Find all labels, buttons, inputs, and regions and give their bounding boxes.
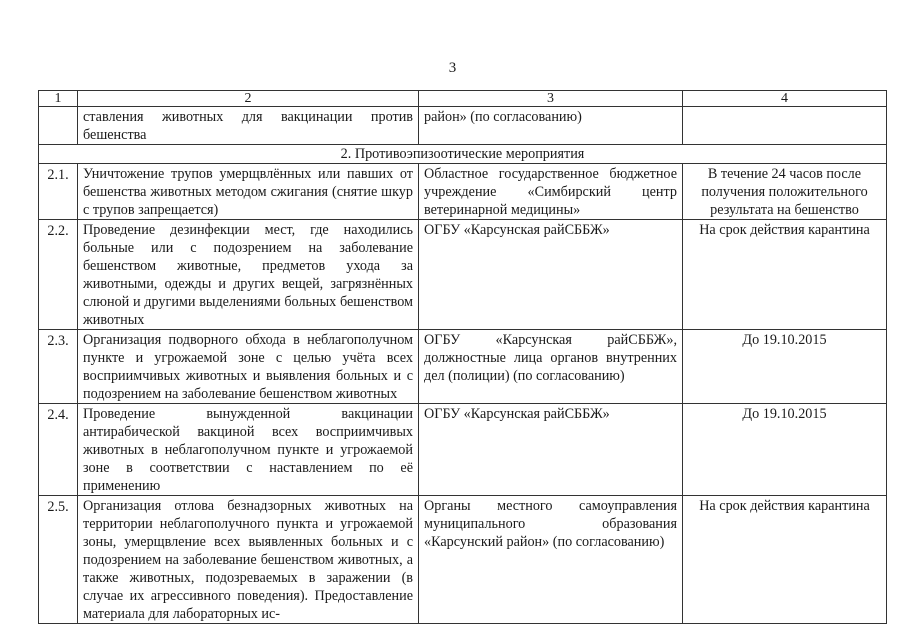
- column-number: 1: [39, 91, 78, 107]
- row-number: 2.4.: [39, 404, 78, 496]
- measure-cell: ставления животных для вакцинации против бешенства: [78, 107, 419, 145]
- row-number: 2.2.: [39, 220, 78, 330]
- table-row: [39, 330, 887, 404]
- table-row: [39, 164, 887, 220]
- row-number: 2.3.: [39, 330, 78, 404]
- continuation-row: [39, 107, 887, 145]
- row-number-cell: [39, 107, 78, 145]
- executor-cell: ОГБУ «Карсунская райСББЖ»: [419, 220, 683, 330]
- measure-cell: Проведение вынужденной вакцинации антирабической вакциной всех восприимчивых животных в неблагополучном пункте и угрожаемой зоне в соответствии с наставлением по её применению: [78, 404, 419, 496]
- table-row: [39, 404, 887, 496]
- section-heading-row: [39, 145, 887, 164]
- row-number: 2.1.: [39, 164, 78, 220]
- executor-cell: Органы местного самоуправления муниципального образования «Карсунский район» (по согласованию): [419, 496, 683, 624]
- measure-cell: Организация отлова безнадзорных животных на территории неблагополучного пункта и угрожаемой зоны, умерщвление всех выявленных больных и с подозрением на заболевание бешенством животных, а также животных, подозреваемых в заражении (в случае их агрессивного поведения). Предоставление материала для лабораторных ис-: [78, 496, 419, 624]
- column-number: 2: [78, 91, 419, 107]
- row-number: 2.5.: [39, 496, 78, 624]
- deadline-cell: До 19.10.2015: [683, 330, 887, 404]
- column-number-row: [39, 91, 887, 107]
- measures-table: [38, 90, 887, 624]
- page-number: 3: [448, 60, 457, 76]
- executor-cell: район» (по согласованию): [419, 107, 683, 145]
- executor-cell: Областное государственное бюджетное учреждение «Симбирский центр ветеринарной медицины»: [419, 164, 683, 220]
- executor-cell: ОГБУ «Карсунская райСББЖ»: [419, 404, 683, 496]
- measure-cell: Уничтожение трупов умерщвлённых или павших от бешенства животных методом сжигания (снятие шкур с трупов запрещается): [78, 164, 419, 220]
- measure-cell: Организация подворного обхода в неблагополучном пункте и угрожаемой зоне с целью учёта всех восприимчивых животных и выявления больных и с подозрением на заболевание бешенством животных: [78, 330, 419, 404]
- column-number: 3: [419, 91, 683, 107]
- deadline-cell: [683, 107, 887, 145]
- measure-cell: Проведение дезинфекции мест, где находились больные или с подозрением на заболевание бешенством животные, предметов ухода за животными, одежды и других вещей, загрязнённых слюной и другими выделениями больных бешенством животных: [78, 220, 419, 330]
- table-row: [39, 220, 887, 330]
- table-row: [39, 496, 887, 624]
- deadline-cell: До 19.10.2015: [683, 404, 887, 496]
- deadline-cell: На срок действия карантина: [683, 220, 887, 330]
- column-number: 4: [683, 91, 887, 107]
- deadline-cell: В течение 24 часов после получения положительного результата на бешенство: [683, 164, 887, 220]
- executor-cell: ОГБУ «Карсунская райСББЖ», должностные лица органов внутренних дел (полиции) (по согласованию): [419, 330, 683, 404]
- deadline-cell: На срок действия карантина: [683, 496, 887, 624]
- section-title: 2. Противоэпизоотические мероприятия: [39, 145, 887, 164]
